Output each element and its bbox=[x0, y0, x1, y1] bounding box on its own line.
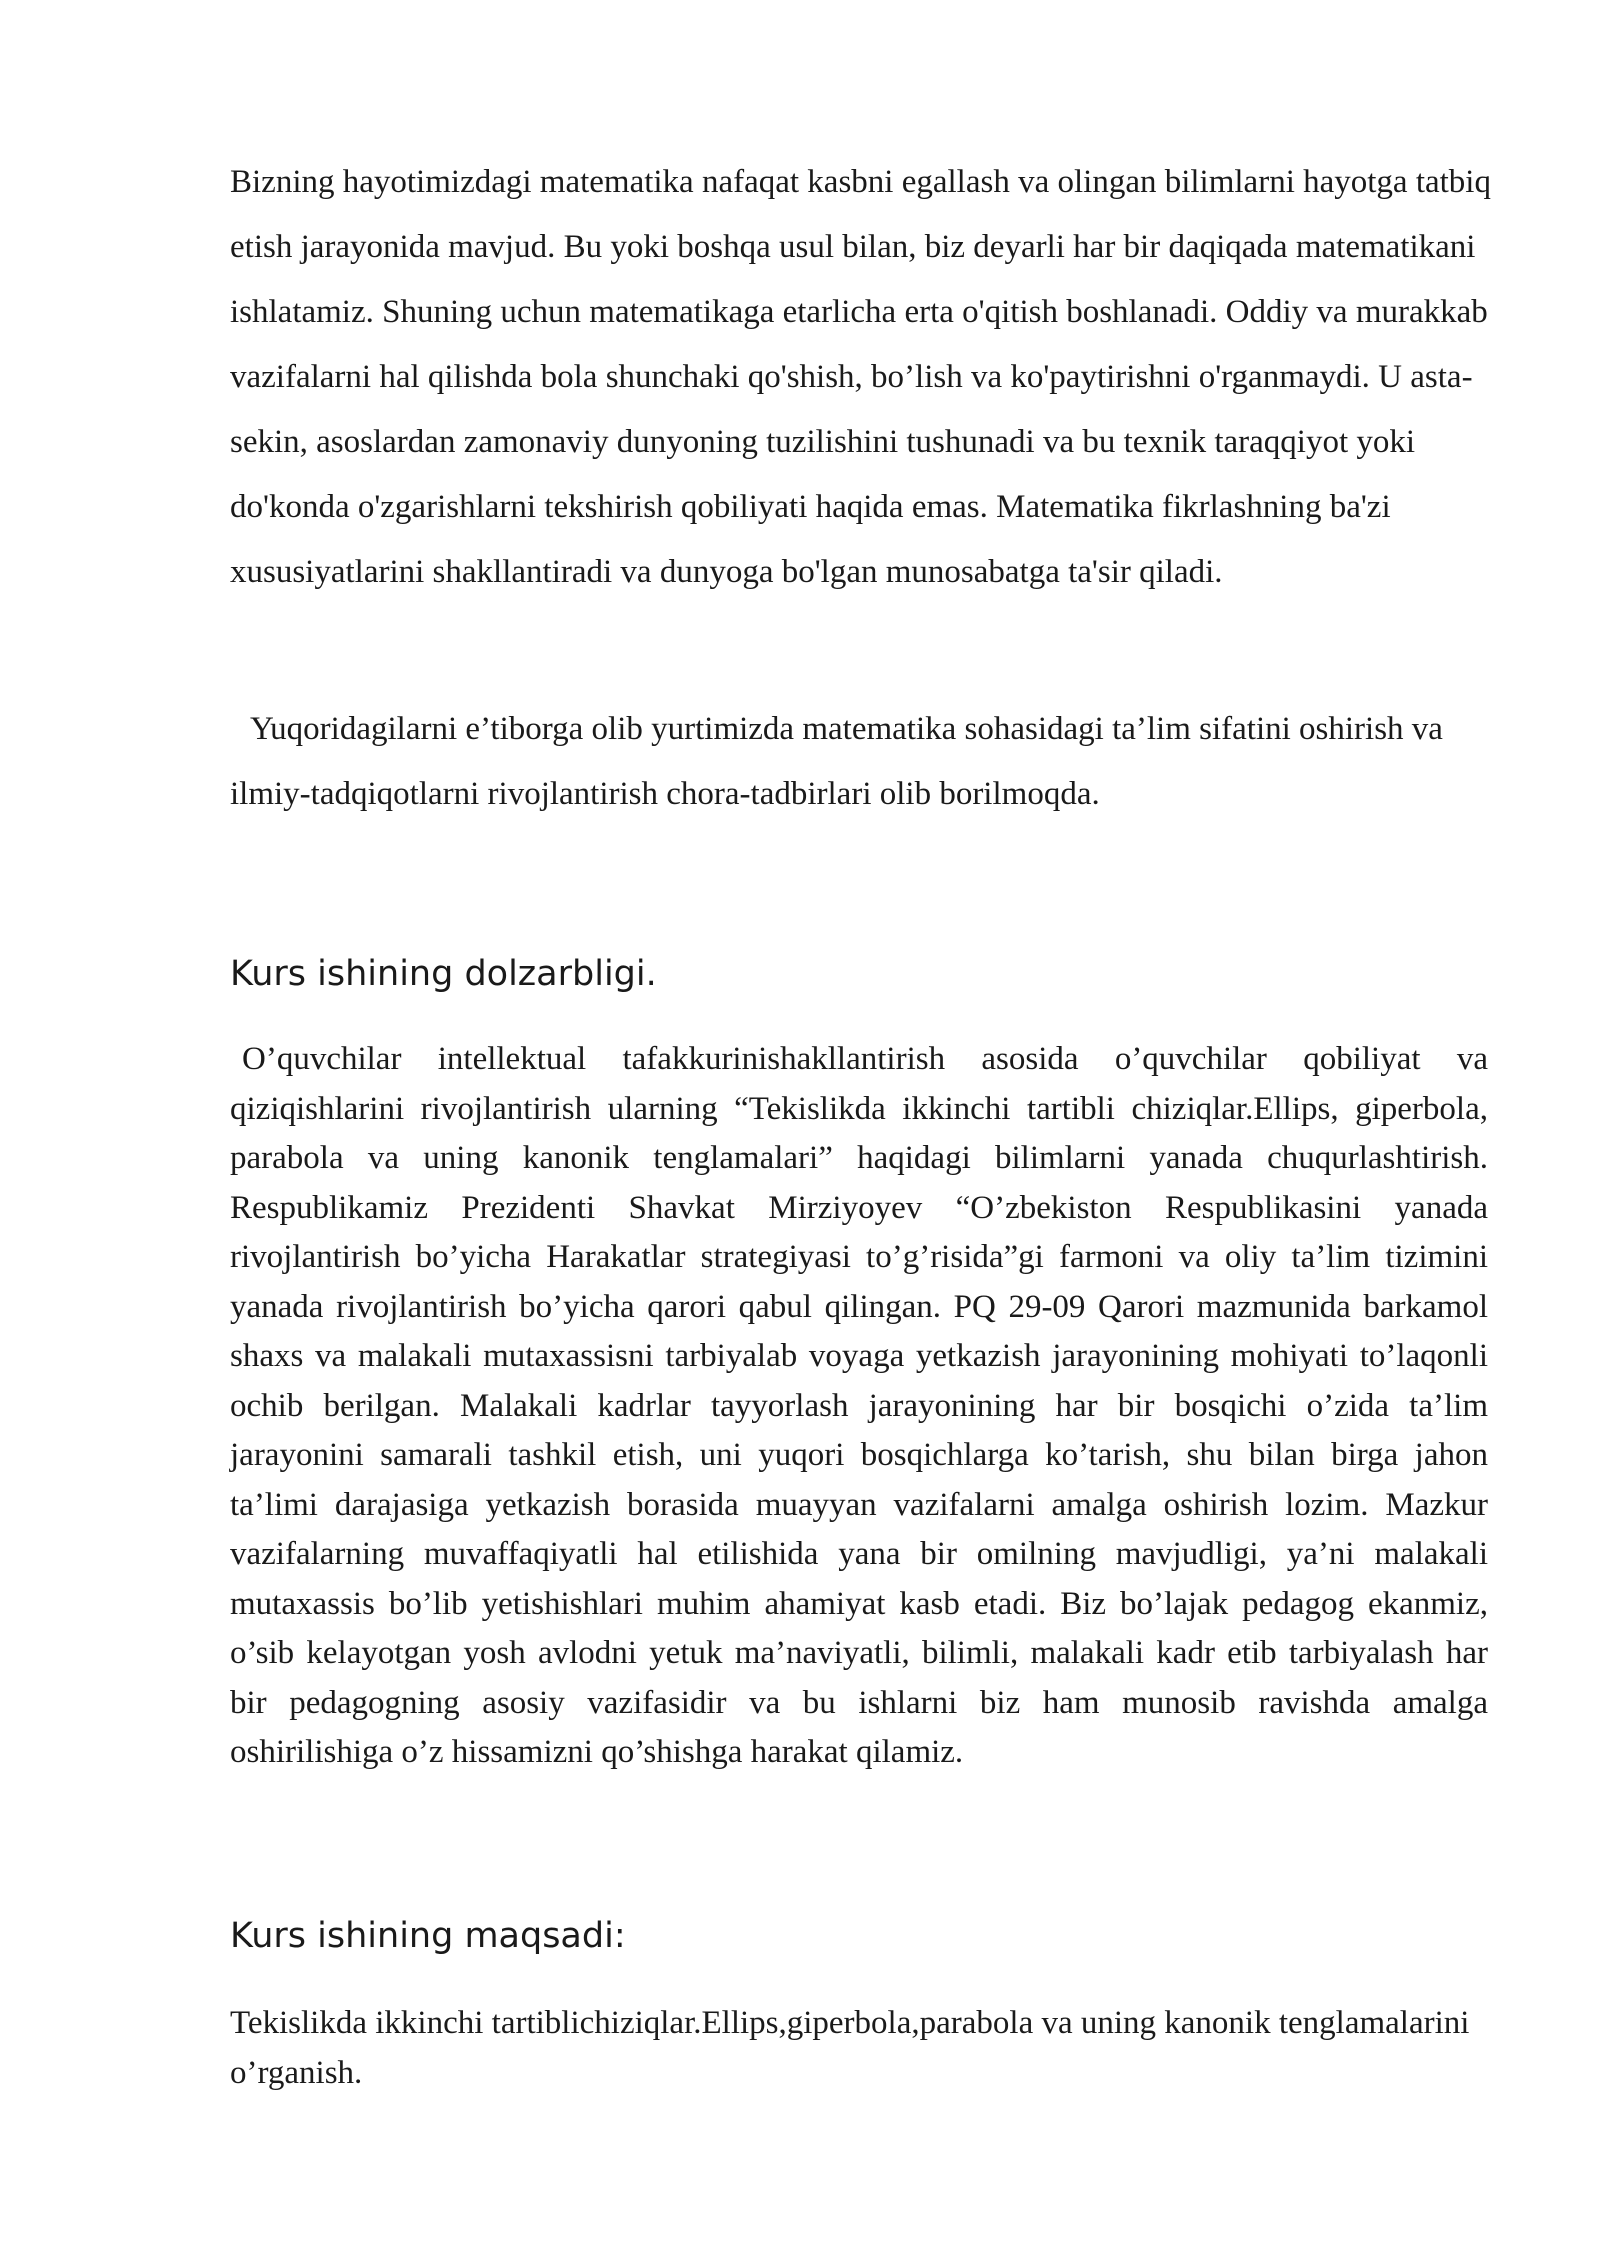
goal-heading: Kurs ishining maqsadi: bbox=[230, 1916, 626, 1956]
relevance-heading: Kurs ishining dolzarbligi. bbox=[230, 954, 657, 994]
relevance-paragraph: O’quvchilar intellektual tafakkurinishakllantirish asosida o’quvchilar qobiliyat va qiziqishlarini rivojlantirish ularning “Tekislikda ikkinchi tartibli chiziqlar.Ellips, giperbola, parabola va uning kanonik tenglamalari” haqidagi bilimlarni yanada chuqurlashtirish. Respublikamiz Prezidenti Shavkat Mirziyoyev “O’zbekiston Respublikasini yanada rivojlantirish bo’yicha Harakatlar strategiyasi to’g’risida”gi farmoni va oliy ta’lim tizimini yanada rivojlantirish bo’yicha qarori qabul qilingan. PQ 29-09 Qarori mazmunida barkamol shaxs va malakali mutaxassisni tarbiyalab voyaga yetkazish jarayonining mohiyati to’laqonli ochib berilgan. Malakali kadrlar tayyorlash jarayonining har bir bosqichi o’zida ta’lim jarayonini samarali tashkil etish, uni yuqori bosqichlarga ko’tarish, shu bilan birga jahon ta’limi darajasiga yetkazish borasida muayyan vazifalarni amalga oshirish lozim. Mazkur vazifalarning muvaffaqiyatli hal etilishida yana bir omilning mavjudligi, ya’ni malakali mutaxassis bo’lib yetishishlari muhim ahamiyat kasb etadi. Biz bo’lajak pedagog ekanmiz, o’sib kelayotgan yosh avlodni yetuk ma’naviyatli, bilimli, malakali kadr etib tarbiyalash har bir pedagogning asosiy vazifasidir va bu ishlarni biz ham munosib ravishda amalga oshirilishiga o’z hissamizni qo’shishga harakat qilamiz. bbox=[230, 1041, 1488, 1770]
goal-paragraph: Tekislikda ikkinchi tartiblichiziqlar.Ellips,giperbola,parabola va uning kanonik tenglamalarini o’rganish. bbox=[230, 2005, 1470, 2091]
context-paragraph: Yuqoridagilarni e’tiborga olib yurtimizda matematika sohasidagi ta’lim sifatini oshirish va ilmiy-tadqiqotlarni rivojlantirish chora-tadbirlari olib borilmoqda. bbox=[230, 711, 1443, 812]
intro-paragraph: Bizning hayotimizdagi matematika nafaqat kasbni egallash va olingan bilimlarni hayotga tatbiq etish jarayonida mavjud. Bu yoki boshqa usul bilan, biz deyarli har bir daqiqada matematikani ishlatamiz. Shuning uchun matematikaga etarlicha erta o'qitish boshlanadi. Oddiy va murakkab vazifalarni hal qilishda bola shunchaki qo'shish, bo’lish va ko'paytirishni o'rganmaydi. U asta-sekin, asoslardan zamonaviy dunyoning tuzilishini tushunadi va bu texnik taraqqiyot yoki do'konda o'zgarishlarni tekshirish qobiliyati haqida emas. Matematika fikrlashning ba'zi xususiyatlarini shakllantiradi va dunyoga bo'lgan munosabatga ta'sir qiladi. bbox=[230, 164, 1491, 590]
